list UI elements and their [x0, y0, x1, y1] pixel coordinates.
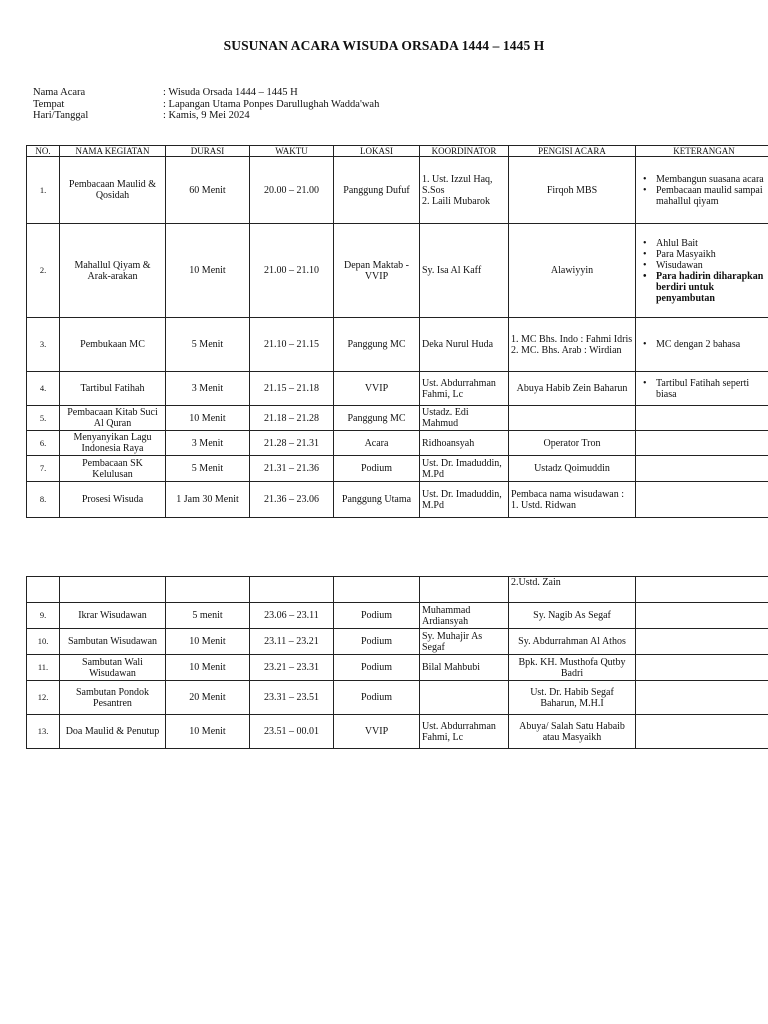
cell-pengisi: Sy. Abdurrahman Al Athos	[509, 629, 636, 655]
cell-pengisi: Firqoh MBS	[509, 157, 636, 224]
cell-lokasi: Panggung MC	[334, 406, 420, 431]
cell-empty	[420, 577, 509, 603]
info-value: : Lapangan Utama Ponpes Darullughah Wadda'wah	[163, 98, 380, 110]
cell-koordinator	[420, 681, 509, 715]
cell-keterangan	[636, 715, 768, 749]
keterangan-item: • Pembacaan maulid sampai mahallul qiyam	[638, 185, 768, 207]
cell-durasi: 20 Menit	[166, 681, 250, 715]
cell-keterangan	[636, 456, 768, 482]
cell-koordinator: Ust. Abdurrahman Fahmi, Lc	[420, 715, 509, 749]
cell-koordinator	[420, 224, 509, 318]
cell-kegiatan: Pembacaan SK Kelulusan	[60, 456, 166, 482]
cell-waktu: 23.11 – 23.21	[250, 629, 334, 655]
table-row	[27, 224, 768, 318]
col-header-waktu: WAKTU	[250, 146, 334, 157]
cell-koordinator	[420, 157, 509, 224]
cell-empty	[334, 577, 420, 603]
cell-koordinator	[420, 482, 509, 518]
cell-durasi: 3 Menit	[166, 431, 250, 456]
cell-durasi: 10 Menit	[166, 715, 250, 749]
koordinator-line: 1. Ust. Izzul Haq, S.Sos	[422, 173, 493, 196]
koordinator-line: Ust. Dr. Imaduddin, M.Pd	[422, 457, 502, 480]
cell-empty	[60, 577, 166, 603]
table-row-continuation	[27, 577, 768, 603]
cell-lokasi: VVIP	[334, 715, 420, 749]
cell-kegiatan: Pembacaan Maulid & Qosidah	[60, 157, 166, 224]
col-header-kegiatan: NAMA KEGIATAN	[60, 146, 166, 157]
koordinator-line: Ust. Abdurrahman Fahmi, Lc	[422, 377, 496, 400]
cell-kegiatan: Doa Maulid & Penutup	[60, 715, 166, 749]
cell-no: 3.	[27, 318, 60, 372]
col-header-lokasi: LOKASI	[334, 146, 420, 157]
cell-koordinator	[420, 406, 509, 431]
cell-lokasi: Podium	[334, 603, 420, 629]
cell-pengisi: Pembaca nama wisudawan : 1. Ustd. Ridwan	[509, 482, 636, 518]
pengisi-list	[511, 334, 633, 356]
cell-no: 8.	[27, 482, 60, 518]
cell-lokasi: Podium	[334, 681, 420, 715]
cell-waktu: 23.21 – 23.31	[250, 655, 334, 681]
cell-keterangan	[636, 224, 768, 318]
cell-durasi: 60 Menit	[166, 157, 250, 224]
cell-lokasi: Podium	[334, 629, 420, 655]
cell-keterangan	[636, 372, 768, 406]
table-row	[27, 681, 768, 715]
cell-pengisi	[509, 318, 636, 372]
cell-lokasi: Panggung Dufuf	[334, 157, 420, 224]
col-header-durasi: DURASI	[166, 146, 250, 157]
cell-no: 13.	[27, 715, 60, 749]
cell-waktu: 21.18 – 21.28	[250, 406, 334, 431]
cell-durasi: 5 Menit	[166, 456, 250, 482]
keterangan-item: • Para hadirin diharapkan berdiri untuk penyambutan	[638, 271, 768, 304]
cell-lokasi: VVIP	[334, 372, 420, 406]
cell-kegiatan: Pembacaan Kitab Suci Al Quran	[60, 406, 166, 431]
cell-no: 1.	[27, 157, 60, 224]
table-row	[27, 715, 768, 749]
cell-waktu: 20.00 – 21.00	[250, 157, 334, 224]
table-row	[27, 406, 768, 431]
cell-kegiatan: Tartibul Fatihah	[60, 372, 166, 406]
cell-koordinator: Bilal Mahbubi	[420, 655, 509, 681]
schedule-body	[27, 157, 768, 518]
keterangan-list	[638, 174, 768, 207]
cell-pengisi: Operator Tron	[509, 431, 636, 456]
cell-keterangan	[636, 431, 768, 456]
col-header-no: NO.	[27, 146, 60, 157]
cell-kegiatan: Sambutan Wisudawan	[60, 629, 166, 655]
koordinator-line: 2. Laili Mubarok	[422, 195, 491, 207]
info-value: : Wisuda Orsada 1444 – 1445 H	[163, 87, 298, 98]
cell-kegiatan: Sambutan Wali Wisudawan	[60, 655, 166, 681]
cell-pengisi: Abuya Habib Zein Baharun	[509, 372, 636, 406]
cell-no: 6.	[27, 431, 60, 456]
cell-koordinator: Muhammad Ardiansyah	[420, 603, 509, 629]
cell-koordinator	[420, 318, 509, 372]
cell-no: 4.	[27, 372, 60, 406]
cell-no: 10.	[27, 629, 60, 655]
cell-durasi: 10 Menit	[166, 406, 250, 431]
cell-no: 11.	[27, 655, 60, 681]
pengisi-item: 2. MC. Bhs. Arab : Wirdian	[511, 344, 622, 356]
table-row	[27, 456, 768, 482]
koordinator-line: Ridhoansyah	[422, 437, 475, 449]
cell-lokasi: Acara	[334, 431, 420, 456]
cell-keterangan	[636, 603, 768, 629]
cell-durasi: 1 Jam 30 Menit	[166, 482, 250, 518]
schedule-table-continued	[26, 576, 768, 749]
cell-no: 2.	[27, 224, 60, 318]
cell-keterangan	[636, 629, 768, 655]
cell-koordinator: Sy. Muhajir As Segaf	[420, 629, 509, 655]
cell-kegiatan: Pembukaan MC	[60, 318, 166, 372]
cell-waktu: 23.31 – 23.51	[250, 681, 334, 715]
table-row	[27, 431, 768, 456]
cell-pengisi	[509, 406, 636, 431]
info-row	[33, 110, 379, 122]
table-row	[27, 482, 768, 518]
pengisi-item: 1. MC Bhs. Indo : Fahmi Idris	[511, 333, 633, 345]
cell-keterangan	[636, 655, 768, 681]
cell-pengisi: Bpk. KH. Musthofa Qutby Badri	[509, 655, 636, 681]
col-header-koordinator: KOORDINATOR	[420, 146, 509, 157]
cell-keterangan	[636, 157, 768, 224]
cell-keterangan	[636, 406, 768, 431]
keterangan-item: • Wisudawan	[638, 260, 768, 271]
cell-no: 12.	[27, 681, 60, 715]
cell-koordinator	[420, 372, 509, 406]
cell-durasi: 10 Menit	[166, 655, 250, 681]
cell-pengisi: Alawiyyin	[509, 224, 636, 318]
cell-kegiatan: Mahallul Qiyam & Arak-arakan	[60, 224, 166, 318]
cell-durasi: 5 menit	[166, 603, 250, 629]
cell-no: 9.	[27, 603, 60, 629]
cell-waktu: 23.06 – 23.11	[250, 603, 334, 629]
cell-kegiatan: Prosesi Wisuda	[60, 482, 166, 518]
cell-kegiatan: Sambutan Pondok Pesantren	[60, 681, 166, 715]
table-row	[27, 318, 768, 372]
cell-empty	[250, 577, 334, 603]
info-row	[33, 87, 379, 99]
table-row	[27, 629, 768, 655]
koordinator-line: Ustadz. Edi Mahmud	[422, 407, 469, 429]
cell-lokasi: Depan Maktab - VVIP	[334, 224, 420, 318]
schedule-table	[26, 145, 768, 518]
cell-waktu: 21.00 – 21.10	[250, 224, 334, 318]
cell-durasi: 10 Menit	[166, 629, 250, 655]
cell-empty	[27, 577, 60, 603]
col-header-pengisi: PENGISI ACARA	[509, 146, 636, 157]
table-row	[27, 655, 768, 681]
cell-lokasi: Panggung Utama	[334, 482, 420, 518]
cell-empty	[166, 577, 250, 603]
table-row	[27, 372, 768, 406]
cell-durasi: 5 Menit	[166, 318, 250, 372]
cell-kegiatan: Ikrar Wisudawan	[60, 603, 166, 629]
info-label: Nama Acara	[33, 87, 86, 98]
table-header-row	[27, 146, 768, 157]
cell-waktu: 21.28 – 21.31	[250, 431, 334, 456]
cell-keterangan	[636, 318, 768, 372]
info-label: Tempat	[33, 98, 65, 110]
cell-lokasi: Podium	[334, 655, 420, 681]
col-header-keterangan: KETERANGAN	[636, 146, 768, 157]
cell-waktu: 21.10 – 21.15	[250, 318, 334, 372]
cell-waktu: 21.15 – 21.18	[250, 372, 334, 406]
cell-koordinator	[420, 431, 509, 456]
koordinator-line: Sy. Isa Al Kaff	[422, 265, 482, 276]
cell-keterangan	[636, 577, 768, 603]
cell-keterangan	[636, 681, 768, 715]
keterangan-list	[638, 339, 768, 350]
keterangan-item: • Para Masyaikh	[638, 249, 768, 260]
keterangan-item: • MC dengan 2 bahasa	[638, 339, 768, 350]
info-value: : Kamis, 9 Mei 2024	[163, 110, 250, 121]
cell-waktu: 21.31 – 21.36	[250, 456, 334, 482]
cell-no: 7.	[27, 456, 60, 482]
cell-pengisi: 2.Ustd. Zain	[509, 577, 636, 603]
koordinator-line: Ust. Dr. Imaduddin, M.Pd	[422, 488, 502, 511]
koordinator-line: Deka Nurul Huda	[422, 339, 494, 350]
keterangan-list	[638, 378, 768, 400]
cell-lokasi: Podium	[334, 456, 420, 482]
info-row	[33, 99, 379, 111]
keterangan-item: • Membangun suasana acara	[638, 174, 768, 185]
cell-durasi: 10 Menit	[166, 224, 250, 318]
cell-waktu: 21.36 – 23.06	[250, 482, 334, 518]
cell-pengisi: Ust. Dr. Habib Segaf Baharun, M.H.I	[509, 681, 636, 715]
keterangan-item: • Ahlul Bait	[638, 238, 768, 249]
cell-durasi: 3 Menit	[166, 372, 250, 406]
cell-koordinator	[420, 456, 509, 482]
info-label: Hari/Tanggal	[33, 110, 89, 121]
cell-waktu: 23.51 – 00.01	[250, 715, 334, 749]
event-info	[33, 87, 379, 122]
keterangan-item: • Tartibul Fatihah seperti biasa	[638, 378, 768, 400]
cell-pengisi: Sy. Nagib As Segaf	[509, 603, 636, 629]
cell-kegiatan: Menyanyikan Lagu Indonesia Raya	[60, 431, 166, 456]
cell-keterangan	[636, 482, 768, 518]
keterangan-list	[638, 238, 768, 304]
table-row	[27, 603, 768, 629]
cell-no: 5.	[27, 406, 60, 431]
page-title: SUSUNAN ACARA WISUDA ORSADA 1444 – 1445 H	[223, 38, 545, 53]
cell-pengisi: Ustadz Qoimuddin	[509, 456, 636, 482]
table-row	[27, 157, 768, 224]
schedule-body-continued	[27, 577, 768, 749]
cell-lokasi: Panggung MC	[334, 318, 420, 372]
cell-pengisi: Abuya/ Salah Satu Habaib atau Masyaikh	[509, 715, 636, 749]
